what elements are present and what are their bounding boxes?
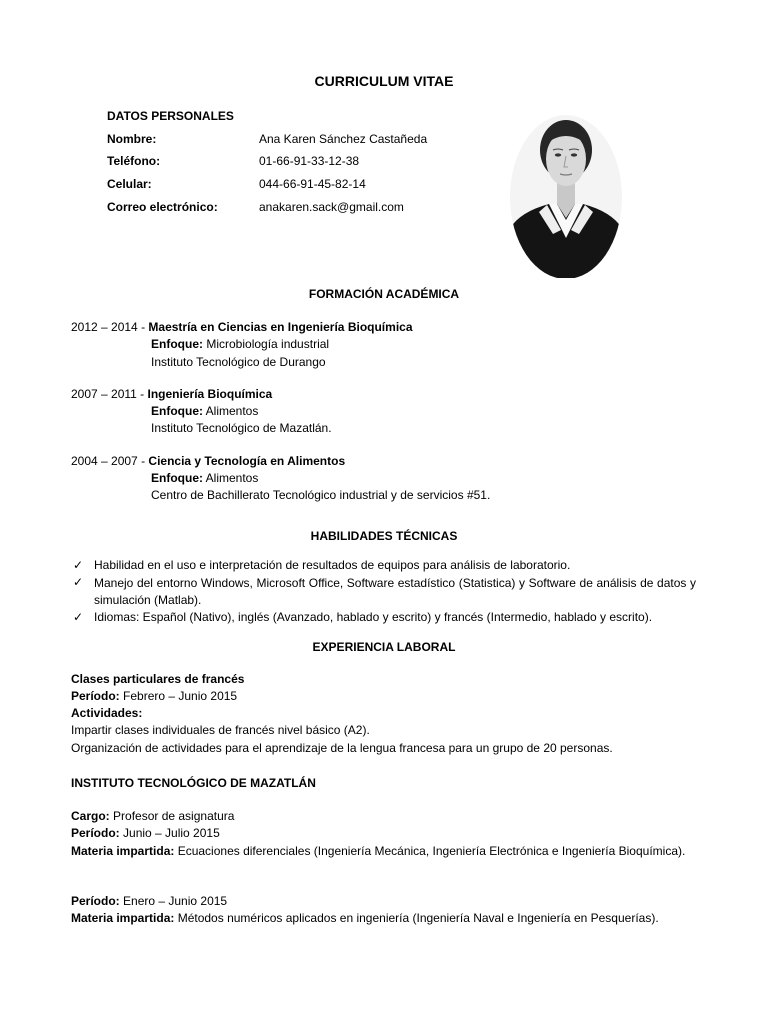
focus-value: Microbiología industrial [206, 337, 330, 351]
education-years: 2012 – 2014 - [71, 320, 146, 334]
period-value: Febrero – Junio 2015 [123, 689, 238, 703]
period-value: Enero – Junio 2015 [123, 894, 228, 908]
education-entry [71, 454, 345, 468]
period-label: Período: [71, 826, 120, 840]
phone-label: Teléfono: [107, 154, 161, 168]
activity-item: Impartir clases individuales de francés nivel básico (A2). [71, 723, 370, 737]
activity-item: Organización de actividades para el aprendizaje de la lengua francesa para un grupo de 20 personas. [71, 741, 613, 755]
mobile-label: Celular: [107, 177, 152, 191]
email-value: anakaren.sack@gmail.com [259, 200, 404, 214]
education-years: 2004 – 2007 - [71, 454, 146, 468]
skill-item: Manejo del entorno Windows, Microsoft Office, Software estadístico (Statistica) y Software de análisis de datos y simulación (Matlab). [94, 576, 696, 607]
subject-value: Métodos numéricos aplicados en ingeniería (Ingeniería Naval e Ingeniería en Pesquerías). [177, 911, 659, 925]
subject-taught [71, 843, 697, 860]
email-label: Correo electrónico: [107, 200, 218, 214]
profile-photo [509, 112, 623, 278]
mobile-value: 044-66-91-45-82-14 [259, 177, 366, 191]
subject-label: Materia impartida: [71, 911, 175, 925]
skill-item: Idiomas: Español (Nativo), inglés (Avanzado, hablado y escrito) y francés (Intermedio, hablado y escrito). [94, 610, 653, 624]
education-institution: Instituto Tecnológico de Durango [151, 355, 326, 369]
section-heading-education: FORMACIÓN ACADÉMICA [308, 287, 460, 301]
period-value: Junio – Julio 2015 [123, 826, 220, 840]
checkmark-icon: ✓ [73, 610, 84, 624]
education-years: 2007 – 2011 - [71, 387, 145, 401]
job-cargo [71, 809, 234, 823]
name-value: Ana Karen Sánchez Castañeda [259, 132, 428, 146]
cargo-value: Profesor de asignatura [113, 809, 235, 823]
education-entry [71, 387, 272, 401]
focus-label: Enfoque: [151, 404, 203, 418]
checkmark-icon: ✓ [73, 558, 84, 572]
focus-label: Enfoque: [151, 337, 203, 351]
education-institution: Centro de Bachillerato Tecnológico industrial y de servicios #51. [151, 488, 491, 502]
job-period [71, 826, 220, 840]
focus-value: Alimentos [205, 471, 259, 485]
period-label: Período: [71, 689, 120, 703]
cargo-label: Cargo: [71, 809, 110, 823]
focus-value: Alimentos [205, 404, 259, 418]
phone-value: 01-66-91-33-12-38 [259, 154, 360, 168]
education-focus [151, 471, 258, 485]
page-title: CURRICULUM VITAE [314, 73, 454, 89]
section-heading-experience: EXPERIENCIA LABORAL [312, 640, 456, 654]
period-label: Período: [71, 894, 120, 908]
name-label: Nombre: [107, 132, 157, 146]
education-entry [71, 320, 413, 334]
activities-label: Actividades: [71, 706, 143, 720]
subject-value: Ecuaciones diferenciales (Ingeniería Mecánica, Ingeniería Electrónica e Ingeniería Bioquímica). [177, 844, 686, 858]
subject-label: Materia impartida: [71, 844, 175, 858]
education-degree: Maestría en Ciencias en Ingeniería Bioquímica [148, 320, 413, 334]
section-heading-personal: DATOS PERSONALES [107, 109, 234, 123]
job-period [71, 689, 237, 703]
checkmark-icon: ✓ [73, 575, 84, 589]
job-period [71, 894, 227, 908]
employer-name: INSTITUTO TECNOLÓGICO DE MAZATLÁN [71, 776, 316, 790]
education-focus [151, 337, 329, 351]
skill-item: Habilidad en el uso e interpretación de resultados de equipos para análisis de laboratorio. [94, 558, 571, 572]
education-degree: Ingeniería Bioquímica [147, 387, 273, 401]
education-institution: Instituto Tecnológico de Mazatlán. [151, 421, 332, 435]
focus-label: Enfoque: [151, 471, 203, 485]
education-focus [151, 404, 258, 418]
job-title: Clases particulares de francés [71, 672, 245, 686]
subject-taught [71, 911, 659, 925]
education-degree: Ciencia y Tecnología en Alimentos [148, 454, 346, 468]
section-heading-skills: HABILIDADES TÉCNICAS [310, 529, 458, 543]
